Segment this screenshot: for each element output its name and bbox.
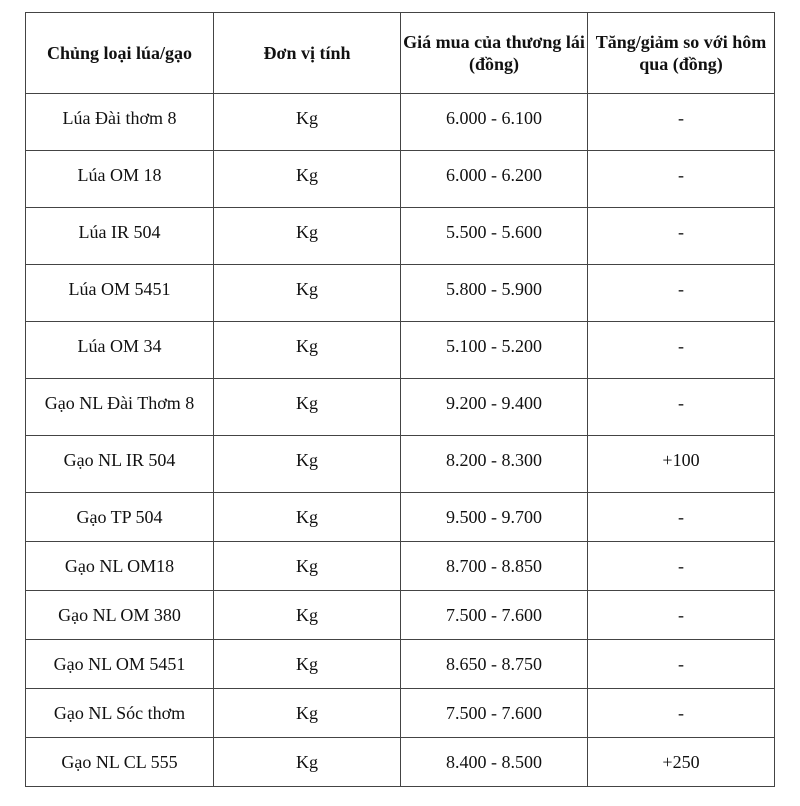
change-cell: - [588, 151, 775, 208]
header-unit: Đơn vị tính [214, 13, 401, 94]
table-row [26, 379, 775, 436]
table-row [26, 493, 775, 542]
change-cell: - [588, 542, 775, 591]
variety-cell: Gạo NL Sóc thơm [26, 689, 214, 738]
price-cell: 8.400 - 8.500 [401, 738, 588, 787]
unit-cell: Kg [214, 689, 401, 738]
table-row [26, 640, 775, 689]
variety-cell: Gạo NL OM 380 [26, 591, 214, 640]
header-row [26, 13, 775, 94]
variety-cell: Gạo NL OM18 [26, 542, 214, 591]
price-cell: 7.500 - 7.600 [401, 689, 588, 738]
unit-cell: Kg [214, 591, 401, 640]
price-cell: 6.000 - 6.200 [401, 151, 588, 208]
change-cell: - [588, 265, 775, 322]
unit-cell: Kg [214, 542, 401, 591]
table-row [26, 265, 775, 322]
table-row [26, 94, 775, 151]
change-cell: - [588, 94, 775, 151]
variety-cell: Gạo NL IR 504 [26, 436, 214, 493]
change-cell: - [588, 379, 775, 436]
unit-cell: Kg [214, 322, 401, 379]
unit-cell: Kg [214, 493, 401, 542]
change-cell: +250 [588, 738, 775, 787]
price-cell: 8.650 - 8.750 [401, 640, 588, 689]
change-cell: - [588, 689, 775, 738]
unit-cell: Kg [214, 94, 401, 151]
header-variety: Chủng loại lúa/gạo [26, 13, 214, 94]
variety-cell: Gạo NL CL 555 [26, 738, 214, 787]
variety-cell: Lúa OM 34 [26, 322, 214, 379]
table-row [26, 689, 775, 738]
unit-cell: Kg [214, 151, 401, 208]
variety-cell: Lúa OM 5451 [26, 265, 214, 322]
price-cell: 8.200 - 8.300 [401, 436, 588, 493]
table-row [26, 591, 775, 640]
price-cell: 5.500 - 5.600 [401, 208, 588, 265]
variety-cell: Lúa IR 504 [26, 208, 214, 265]
unit-cell: Kg [214, 208, 401, 265]
price-cell: 6.000 - 6.100 [401, 94, 588, 151]
header-change: Tăng/giảm so với hôm qua (đồng) [588, 13, 775, 94]
price-cell: 9.200 - 9.400 [401, 379, 588, 436]
price-cell: 5.800 - 5.900 [401, 265, 588, 322]
header-price: Giá mua của thương lái (đồng) [401, 13, 588, 94]
table-row [26, 542, 775, 591]
table-row [26, 738, 775, 787]
change-cell: - [588, 208, 775, 265]
table-row [26, 436, 775, 493]
rice-price-table [25, 12, 775, 787]
unit-cell: Kg [214, 640, 401, 689]
price-cell: 5.100 - 5.200 [401, 322, 588, 379]
price-cell: 7.500 - 7.600 [401, 591, 588, 640]
table-row [26, 151, 775, 208]
change-cell: - [588, 640, 775, 689]
change-cell: +100 [588, 436, 775, 493]
unit-cell: Kg [214, 265, 401, 322]
unit-cell: Kg [214, 379, 401, 436]
variety-cell: Gạo NL Đài Thơm 8 [26, 379, 214, 436]
change-cell: - [588, 493, 775, 542]
change-cell: - [588, 591, 775, 640]
table-row [26, 322, 775, 379]
unit-cell: Kg [214, 738, 401, 787]
table-row [26, 208, 775, 265]
variety-cell: Lúa Đài thơm 8 [26, 94, 214, 151]
variety-cell: Gạo NL OM 5451 [26, 640, 214, 689]
variety-cell: Lúa OM 18 [26, 151, 214, 208]
unit-cell: Kg [214, 436, 401, 493]
price-cell: 8.700 - 8.850 [401, 542, 588, 591]
change-cell: - [588, 322, 775, 379]
price-cell: 9.500 - 9.700 [401, 493, 588, 542]
variety-cell: Gạo TP 504 [26, 493, 214, 542]
